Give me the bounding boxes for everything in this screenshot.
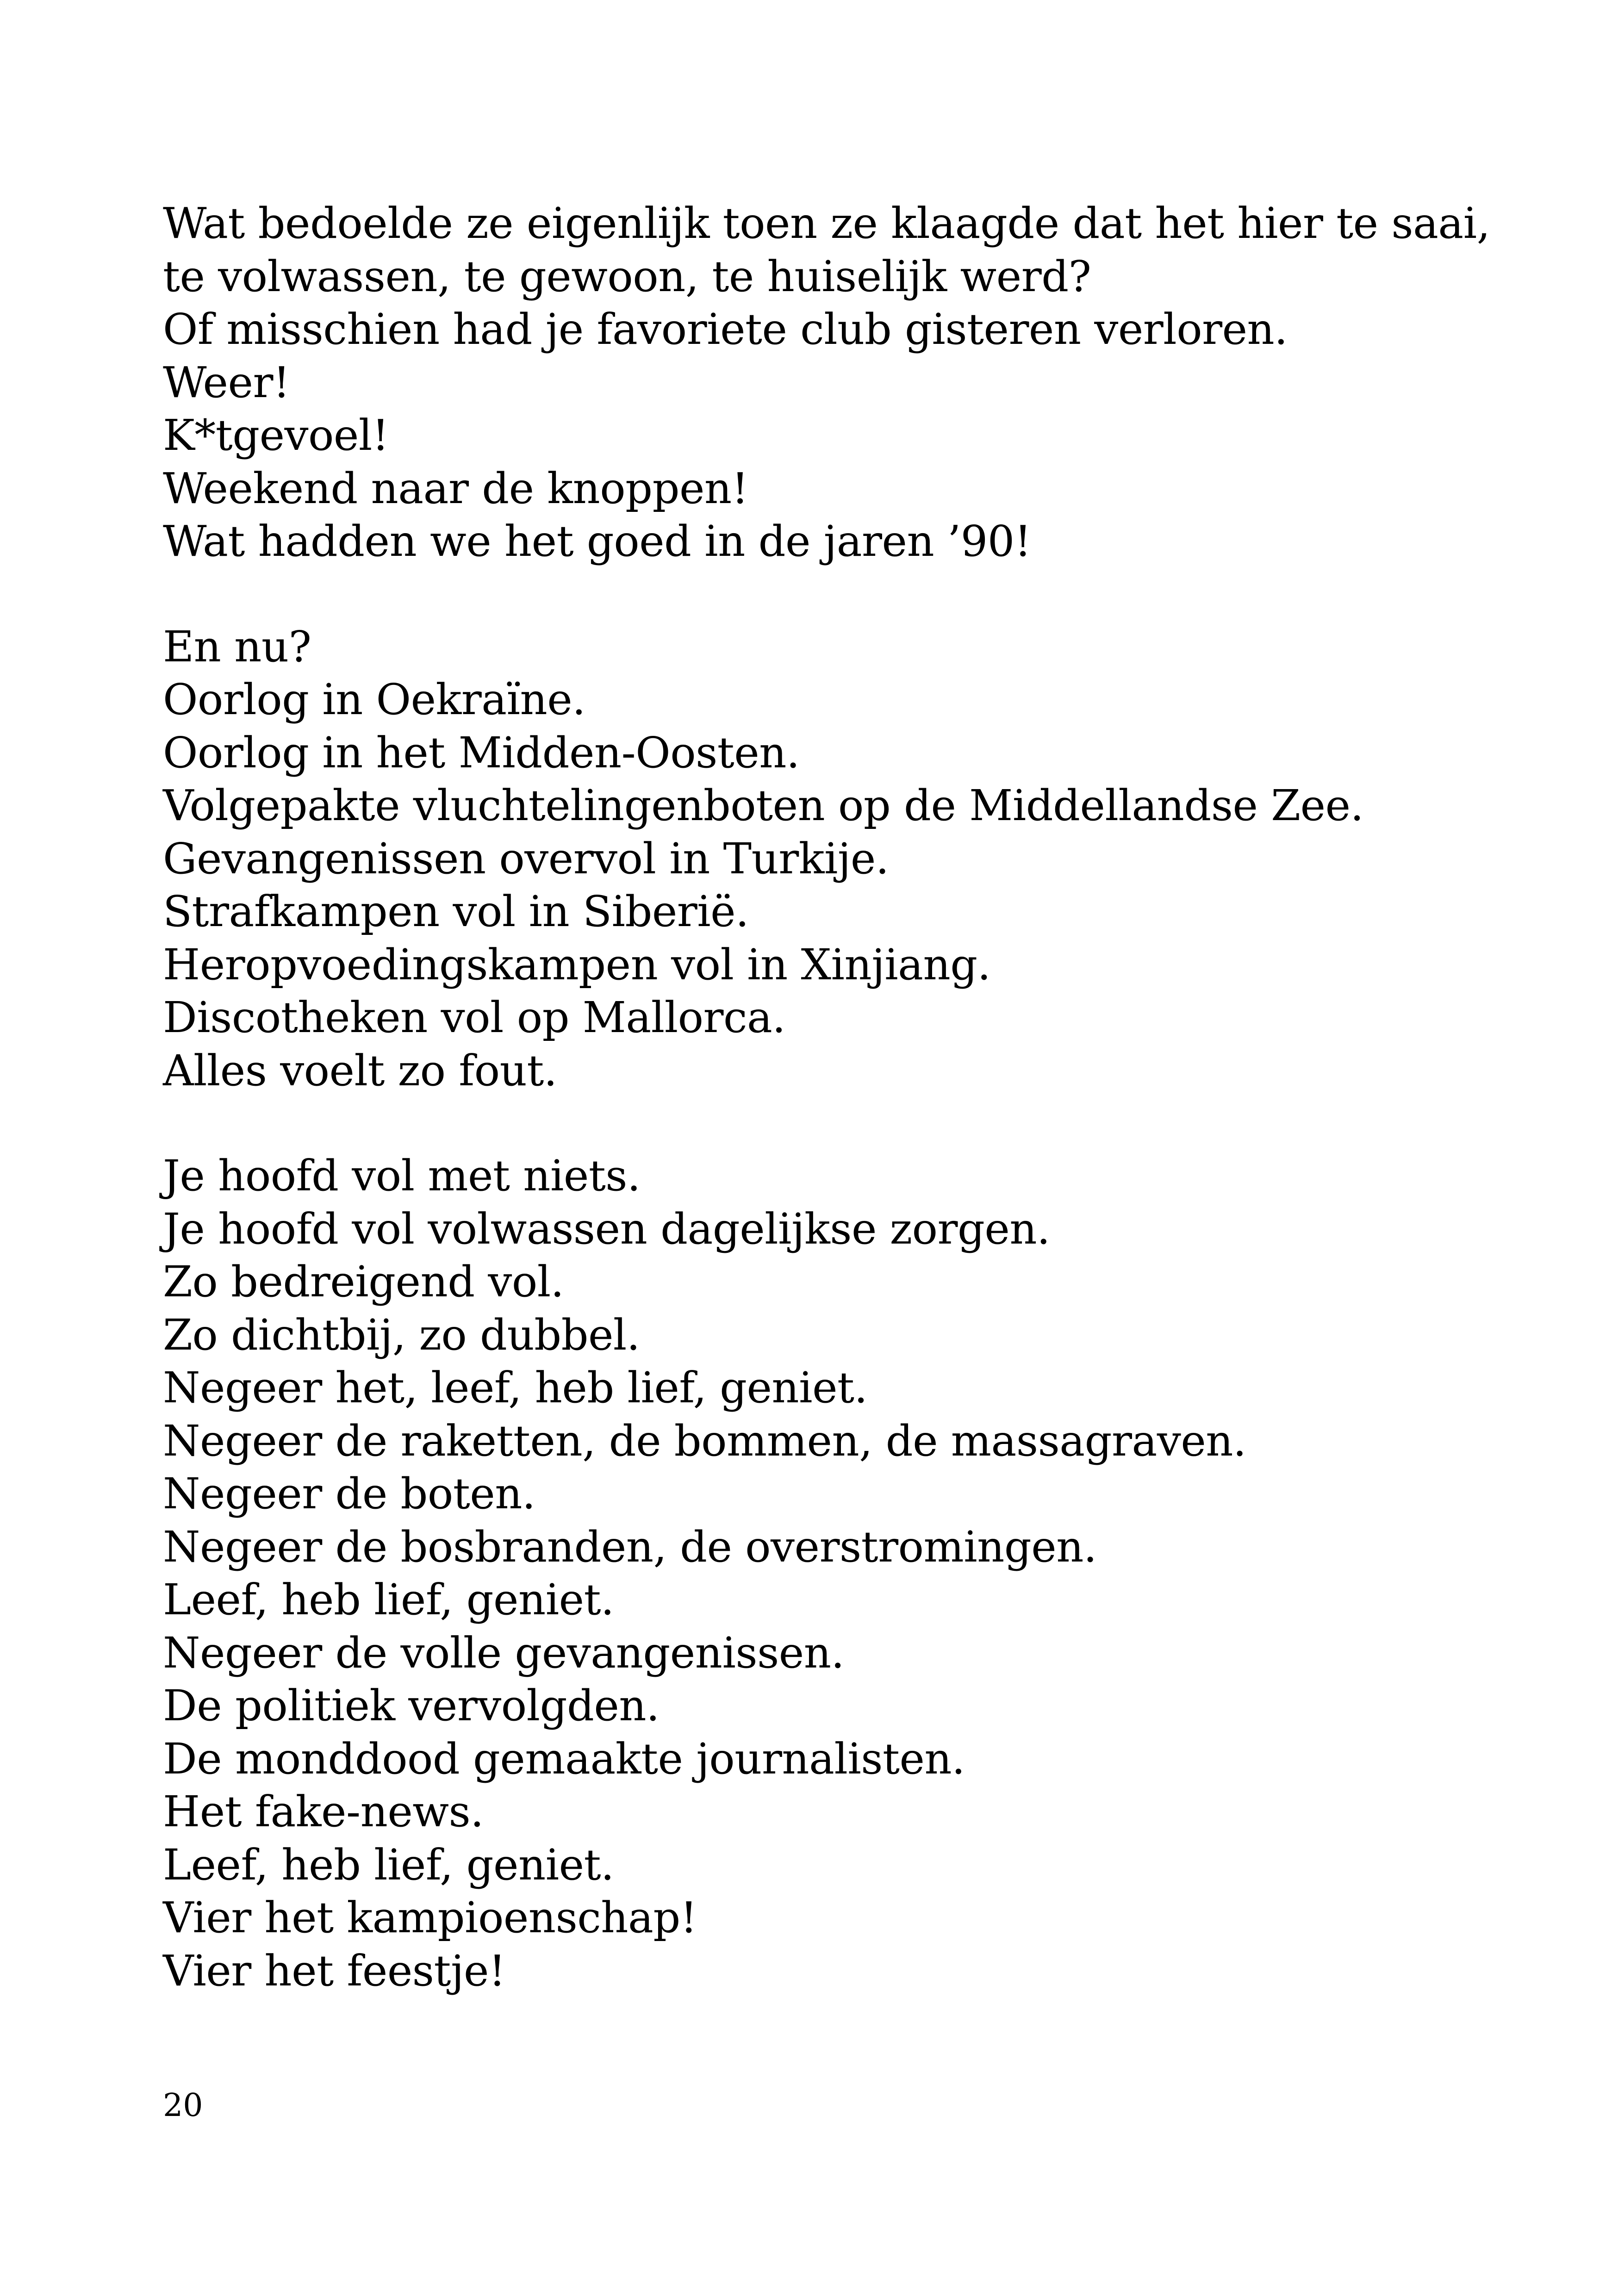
poem-line: te volwassen, te gewoon, te huiselijk werd? [163,251,1091,301]
poem-line: Vier het feestje! [163,1946,506,1996]
poem-line: De monddood gemaakte journalisten. [163,1734,965,1784]
poem-line: Wat bedoelde ze eigenlijk toen ze klaagde dat het hier te saai, [163,199,1490,248]
poem-line: Heropvoedingskampen vol in Xinjiang. [163,940,991,989]
poem-line: De politiek vervolgden. [163,1681,660,1730]
poem-line: Negeer de bosbranden, de overstromingen. [163,1522,1097,1572]
poem-line: Leef, heb lief, geniet. [163,1840,614,1890]
poem-line: Of misschien had je favoriete club gisteren verloren. [163,305,1288,354]
poem-line: Negeer de volle gevangenissen. [163,1628,845,1678]
poem-line: Zo bedreigend vol. [163,1257,564,1307]
poem-line: Weekend naar de knoppen! [163,463,749,513]
poem-line: Oorlog in het Midden-Oosten. [163,728,800,778]
stanza-2 [163,621,1551,1098]
poem-line: Gevangenissen overvol in Turkije. [163,834,889,884]
poem-line: Alles voelt zo fout. [163,1045,557,1095]
poem-line: Wat hadden we het goed in de jaren ’90! [163,516,1032,566]
poem-line: Weer! [163,357,290,407]
poem-line: Negeer de boten. [163,1469,535,1518]
stanza-3 [163,1150,1551,1997]
page-number: 20 [163,2087,203,2124]
poem-line: Leef, heb lief, geniet. [163,1575,614,1624]
poem-line: Zo dichtbij, zo dubbel. [163,1310,640,1360]
poem-line: Oorlog in Oekraïne. [163,675,585,724]
poem-line: Negeer het, leef, heb lief, geniet. [163,1363,868,1412]
stanza-1 [163,197,1551,568]
poem-line: Volgepakte vluchtelingenboten op de Middellandse Zee. [163,781,1364,830]
poem-line: K*tgevoel! [163,411,389,460]
poem-body [163,197,1551,2050]
poem-line: Vier het kampioenschap! [163,1893,697,1942]
poem-line: Discotheken vol op Mallorca. [163,993,786,1042]
poem-line: Negeer de raketten, de bommen, de massagraven. [163,1416,1246,1466]
poem-line: En nu? [163,622,311,672]
poem-line: Strafkampen vol in Siberië. [163,887,749,936]
poem-line: Je hoofd vol met niets. [163,1151,641,1201]
poem-line: Je hoofd vol volwassen dagelijkse zorgen. [163,1204,1050,1254]
poem-line: Het fake-news. [163,1787,484,1836]
